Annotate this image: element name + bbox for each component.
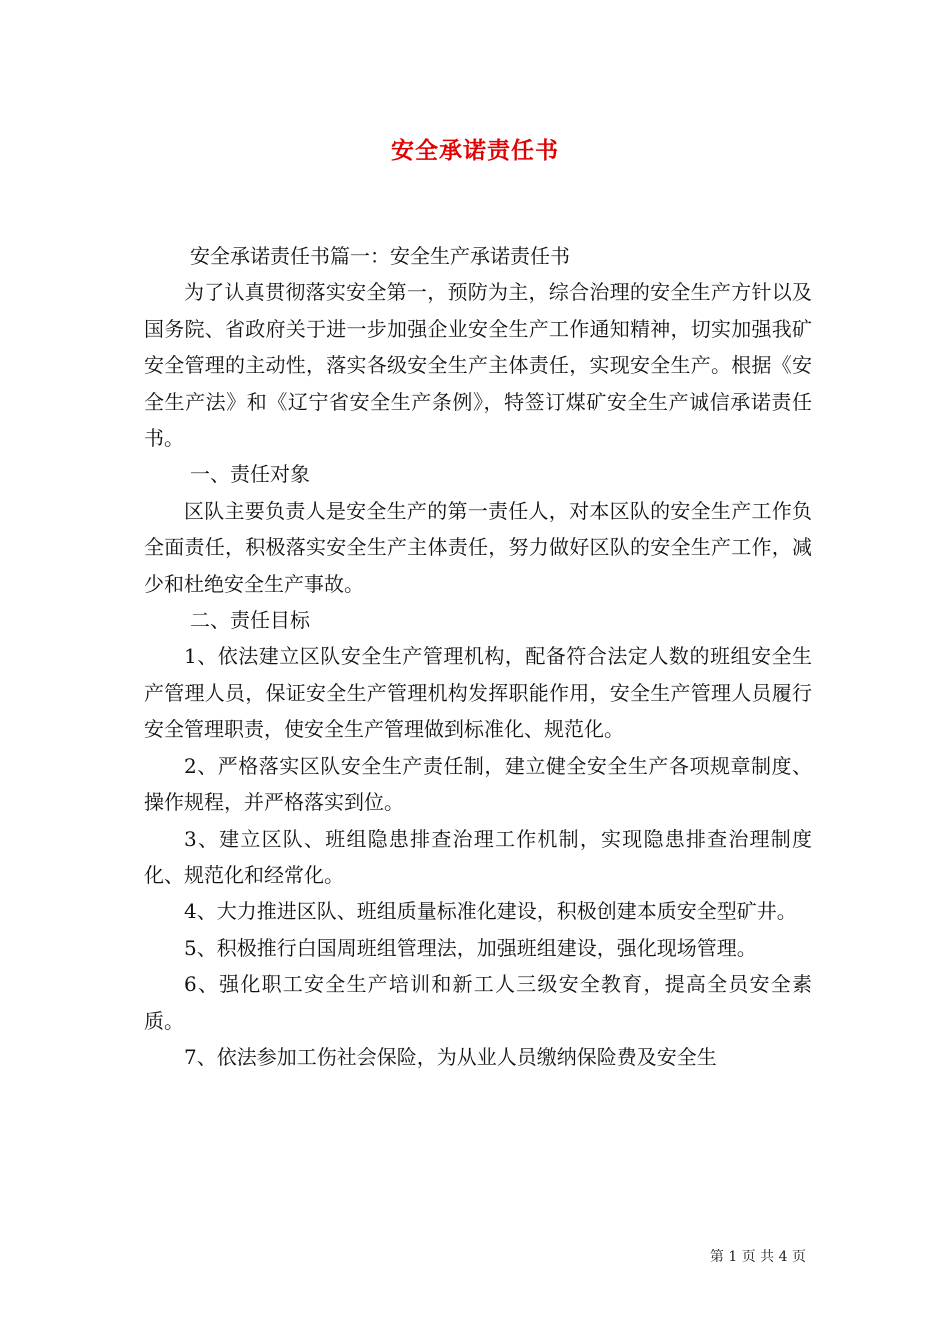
goal-item-3: 3、建立区队、班组隐患排查治理工作机制，实现隐患排查治理制度化、规范化和经常化。: [144, 826, 812, 887]
page-number: 第 1 页 共 4 页: [709, 1249, 806, 1265]
goal-item-5: 5、积极推行白国周班组管理法，加强班组建设，强化现场管理。: [184, 935, 757, 960]
goal-item-1: 1、依法建立区队安全生产管理机构，配备符合法定人数的班组安全生产管理人员，保证安全生产管理机构发挥职能作用，安全生产管理人员履行安全管理职责，使安全生产管理做到标准化、规范化。: [144, 644, 812, 742]
goal-item-2: 2、严格落实区队安全生产责任制，建立健全安全生产各项规章制度、操作规程，并严格落实到位。: [144, 753, 812, 815]
document-title: 安全承诺责任书: [391, 137, 559, 164]
paragraph-intro: 为了认真贯彻落实安全第一，预防为主，综合治理的安全生产方针以及国务院、省政府关于进一步加强企业安全生产工作通知精神，切实加强我矿安全管理的主动性，落实各级安全生产主体责任，实现安全生产。根据《安全生产法》和《辽宁省安全生产条例》，特签订煤矿安全生产诚信承诺责任书。: [144, 280, 812, 451]
goal-item-6: 6、强化职工安全生产培训和新工人三级安全教育，提高全员安全素质。: [144, 972, 812, 1033]
section-heading: 安全承诺责任书篇一：安全生产承诺责任书: [190, 244, 570, 268]
paragraph-responsibility-object: 区队主要负责人是安全生产的第一责任人，对本区队的安全生产工作负全面责任，积极落实安全生产主体责任，努力做好区队的安全生产工作，减少和杜绝安全生产事故。: [144, 498, 812, 596]
goal-item-7: 7、依法参加工伤社会保险，为从业人员缴纳保险费及安全生: [184, 1044, 717, 1069]
heading-responsibility-object: 一、责任对象: [190, 462, 310, 487]
goal-item-4: 4、大力推进区队、班组质量标准化建设，积极创建本质安全型矿井。: [184, 899, 797, 924]
document-body: [144, 238, 812, 1075]
heading-responsibility-goals: 二、责任目标: [190, 608, 310, 633]
